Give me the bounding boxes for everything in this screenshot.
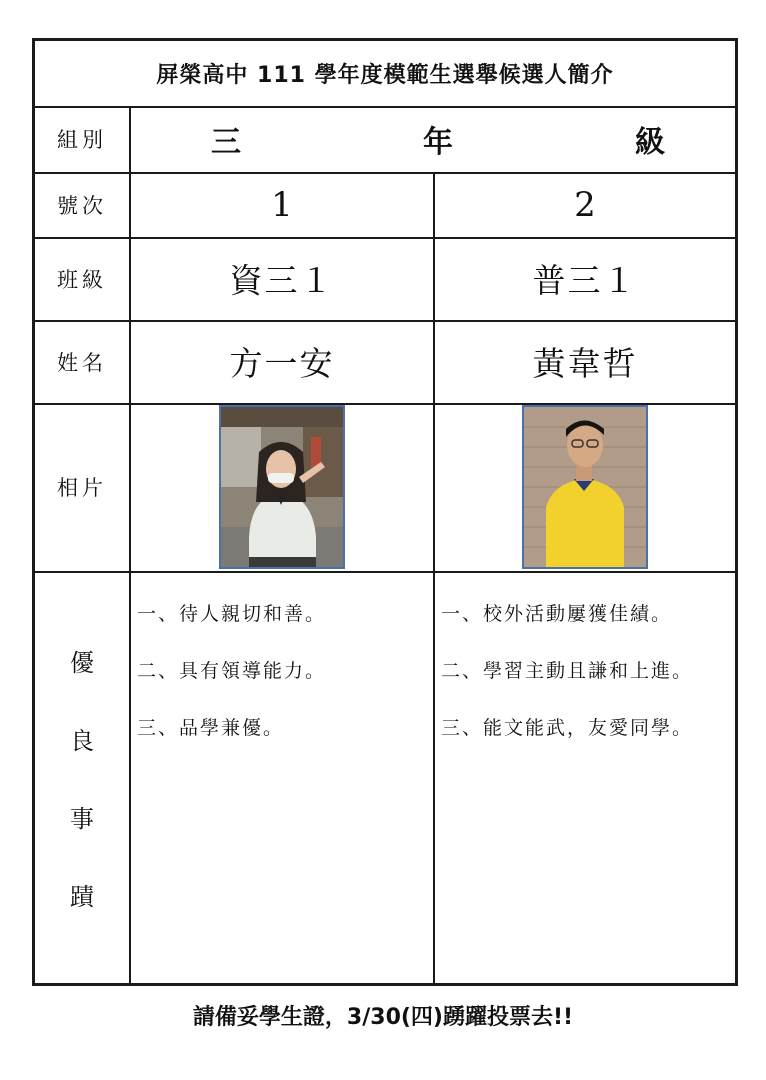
number-label: 號次 bbox=[35, 172, 131, 237]
candidate-2-name: 黃韋哲 bbox=[532, 344, 638, 383]
deeds-label-char: 事 bbox=[70, 804, 94, 833]
grade-char: 級 bbox=[635, 125, 665, 160]
footer-note: 請備妥學生證，3/30(四)踴躍投票去!! bbox=[192, 1005, 574, 1030]
deed-item: 二、學習主動且謙和上進。 bbox=[441, 660, 694, 682]
class-row bbox=[35, 237, 735, 322]
candidate-table bbox=[32, 38, 738, 986]
candidate-1-deeds bbox=[131, 571, 435, 983]
deeds-row bbox=[35, 571, 735, 983]
deeds-label-char: 良 bbox=[70, 726, 94, 755]
deeds-label-char: 優 bbox=[70, 648, 94, 677]
group-row bbox=[35, 106, 735, 174]
candidate-1-photo bbox=[219, 405, 345, 569]
group-label: 組別 bbox=[35, 106, 131, 172]
deed-item: 一、校外活動屢獲佳績。 bbox=[441, 603, 673, 625]
deed-item: 三、品學兼優。 bbox=[137, 717, 285, 739]
photo-row bbox=[35, 403, 735, 573]
candidate-2-number: 2 bbox=[574, 184, 596, 225]
candidate-2-class: 普三１ bbox=[532, 261, 638, 300]
candidate-2-photo bbox=[522, 405, 648, 569]
name-label: 姓名 bbox=[35, 320, 131, 403]
name-row bbox=[35, 320, 735, 405]
deed-item: 一、待人親切和善。 bbox=[137, 603, 327, 625]
deed-item: 二、具有領導能力。 bbox=[137, 660, 327, 682]
candidate-2-deeds bbox=[435, 571, 735, 983]
grade-char: 三 bbox=[211, 125, 241, 160]
candidate-1-number: 1 bbox=[131, 172, 435, 237]
candidate-1-class: 資三１ bbox=[131, 237, 435, 320]
grade-value bbox=[131, 106, 735, 172]
page-title: 屏榮高中 111 學年度模範生選舉候選人簡介 bbox=[156, 63, 614, 88]
title-row bbox=[35, 41, 735, 108]
grade-char: 年 bbox=[423, 125, 453, 160]
photo-label: 相片 bbox=[35, 403, 131, 571]
deeds-label bbox=[35, 571, 131, 983]
deed-item: 三、能文能武，友愛同學。 bbox=[441, 717, 694, 739]
number-row bbox=[35, 172, 735, 239]
deeds-label-char: 蹟 bbox=[70, 882, 94, 911]
candidate-1-name: 方一安 bbox=[131, 320, 435, 403]
class-label: 班級 bbox=[35, 237, 131, 320]
